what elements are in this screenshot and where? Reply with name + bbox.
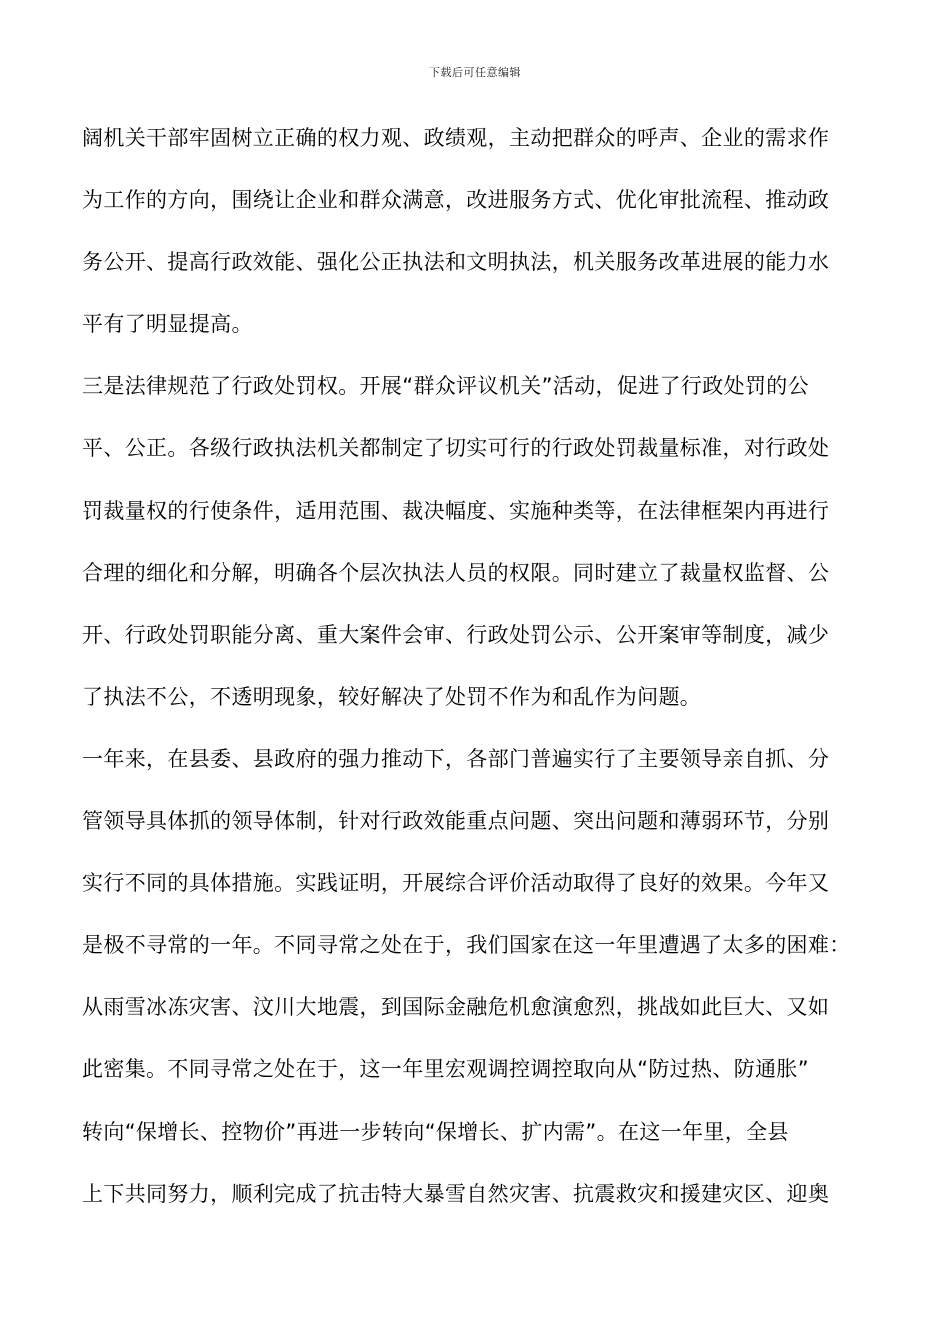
text-line: 转向“保增长、控物价”再进一步转向“保增长、扩内需”。在这一年里，全县 [82,1119,789,1144]
text-line: 了执法不公，不透明现象，较好解决了处罚不作为和乱作为问题。 [82,684,702,709]
text-line: 是极不寻常的一年。不同寻常之处在于，我们国家在这一年里遭遇了太多的困难： [82,933,851,958]
text-line: 务公开、提高行政效能、强化公正执法和文明执法，机关服务改革进展的能力水 [82,250,830,275]
text-line: 合理的细化和分解，明确各个层次执法人员的权限。同时建立了裁量权监督、公 [82,560,830,585]
text-line: 平、公正。各级行政执法机关都制定了切实可行的行政处罚裁量标准，对行政处 [82,436,830,461]
text-line: 一年来，在县委、县政府的强力推动下，各部门普遍实行了主要领导亲自抓、分 [82,746,830,771]
text-line: 平有了明显提高。 [82,312,253,337]
document-body [82,116,872,1234]
text-line: 上下共同努力，顺利完成了抗击特大暴雪自然灾害、抗震救灾和援建灾区、迎奥 [82,1181,830,1206]
text-line: 实行不同的具体措施。实践证明，开展综合评价活动取得了良好的效果。今年又 [82,871,830,896]
text-line: 管领导具体抓的领导体制，针对行政效能重点问题、突出问题和薄弱环节，分别 [82,809,830,834]
text-line: 从雨雪冰冻灾害、汶川大地震，到国际金融危机愈演愈烈，挑战如此巨大、又如 [82,995,830,1020]
text-line: 开、行政处罚职能分离、重大案件会审、行政处罚公示、公开案审等制度，减少 [82,622,830,647]
text-line: 此密集。不同寻常之处在于，这一年里宏观调控调控取向从“防过热、防通胀” [82,1057,810,1082]
text-line: 阔机关干部牢固树立正确的权力观、政绩观，主动把群众的呼声、企业的需求作 [82,126,830,150]
text-line: 三是法律规范了行政处罚权。开展“群众评议机关”活动，促进了行政处罚的公 [82,374,810,399]
text-line: 罚裁量权的行使条件，适用范围、裁决幅度、实施种类等，在法律框架内再进行 [82,498,830,523]
page-header-note: 下载后可任意编辑 [429,66,521,79]
text-line: 为工作的方向，围绕让企业和群众满意，改进服务方式、优化审批流程、推动政 [82,188,830,213]
